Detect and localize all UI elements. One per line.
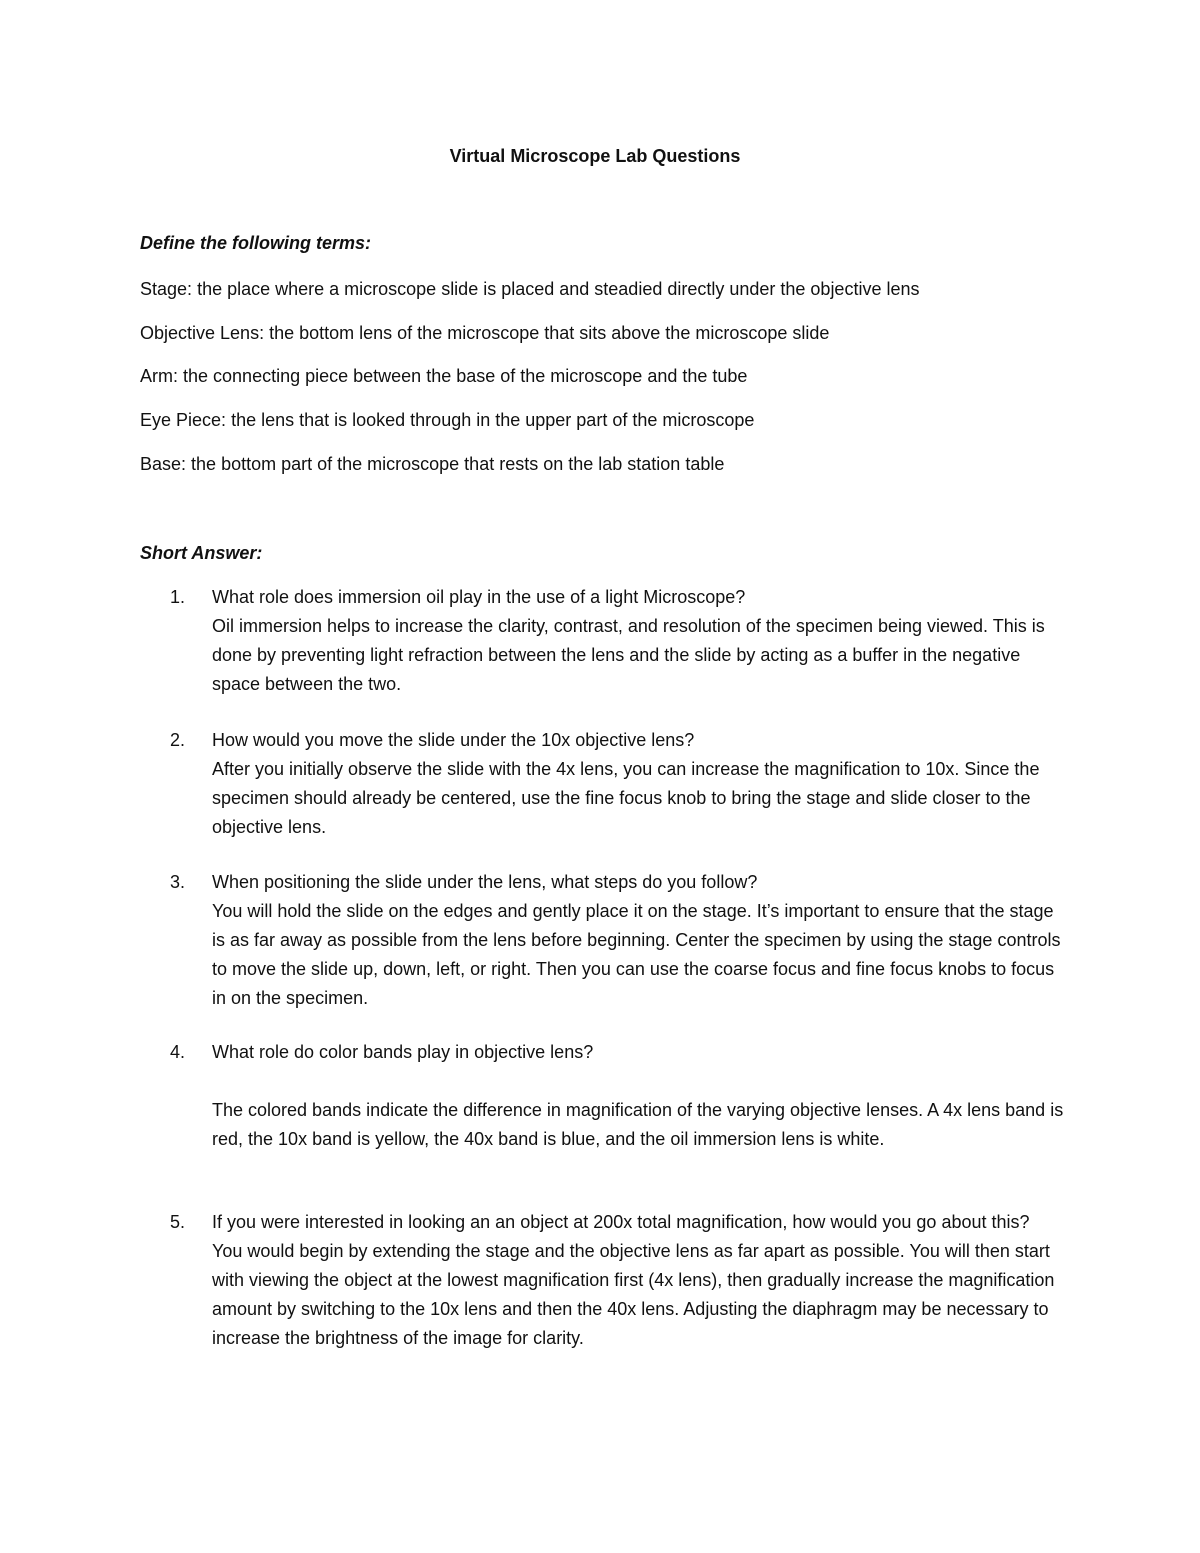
definition-objective-lens: [140, 319, 1100, 348]
question-number: 2.: [170, 730, 186, 750]
definition-base: [140, 450, 1100, 479]
short-answer-heading: Short Answer:: [140, 543, 263, 563]
term-label: Eye Piece:: [140, 410, 227, 430]
term-definition: the connecting piece between the base of the microscope and the tube: [183, 366, 748, 386]
term-label: Base:: [140, 454, 187, 474]
answer-text: Oil immersion helps to increase the clarity, contrast, and resolution of the specimen being viewed. This is done by preventing light refraction between the lens and the slide by acting as a buffer in the negative space between the two.: [212, 616, 1045, 694]
answer-text: You will hold the slide on the edges and gently place it on the stage. It’s important to ensure that the stage is as far away as possible from the lens before beginning. Center the specimen by using the stage controls to move the slide up, down, left, or right. Then you can use the coarse focus and fine focus knobs to focus in on the specimen.: [212, 901, 1061, 1008]
term-definition: the bottom part of the microscope that rests on the lab station table: [191, 454, 725, 474]
answer-text: The colored bands indicate the difference in magnification of the varying objective lenses. A 4x lens band is red, the 10x band is yellow, the 40x band is blue, and the oil immersion lens is white.: [212, 1100, 1064, 1149]
term-definition: the bottom lens of the microscope that sits above the microscope slide: [269, 323, 830, 343]
question-number: 5.: [170, 1212, 186, 1232]
term-definition: the place where a microscope slide is placed and steadied directly under the objective lens: [197, 279, 920, 299]
question-item-1: [170, 583, 1070, 699]
question-text: How would you move the slide under the 10x objective lens?: [212, 730, 695, 750]
document-title: Virtual Microscope Lab Questions: [449, 146, 741, 166]
question-item-4: [170, 1038, 1070, 1154]
question-item-5: [170, 1208, 1070, 1353]
term-definition: the lens that is looked through in the upper part of the microscope: [231, 410, 755, 430]
question-number: 1.: [170, 587, 186, 607]
question-text: If you were interested in looking an an object at 200x total magnification, how would you go about this?: [212, 1212, 1030, 1232]
definitions-heading: Define the following terms:: [140, 233, 372, 253]
definition-eye-piece: [140, 406, 1100, 435]
question-item-2: [170, 726, 1070, 842]
question-item-3: [170, 868, 1070, 1013]
answer-text: You would begin by extending the stage and the objective lens as far apart as possible. You will then start with viewing the object at the lowest magnification first (4x lens), then gradually increase the magnification amount by switching to the 10x lens and then the 40x lens. Adjusting the diaphragm may be necessary to increase the brightness of the image for clarity.: [212, 1241, 1055, 1348]
question-text: What role does immersion oil play in the use of a light Microscope?: [212, 587, 746, 607]
term-label: Arm:: [140, 366, 178, 386]
question-text: What role do color bands play in objective lens?: [212, 1042, 594, 1062]
spacer: [212, 1067, 1070, 1096]
term-label: Objective Lens:: [140, 323, 265, 343]
answer-text: After you initially observe the slide with the 4x lens, you can increase the magnification to 10x. Since the specimen should already be centered, use the fine focus knob to bring the stage and slide closer to the objective lens.: [212, 759, 1040, 837]
definition-arm: [140, 362, 1100, 391]
question-number: 3.: [170, 872, 186, 892]
term-label: Stage:: [140, 279, 193, 299]
question-number: 4.: [170, 1042, 186, 1062]
question-text: When positioning the slide under the lens, what steps do you follow?: [212, 872, 758, 892]
definition-stage: [140, 275, 1100, 304]
